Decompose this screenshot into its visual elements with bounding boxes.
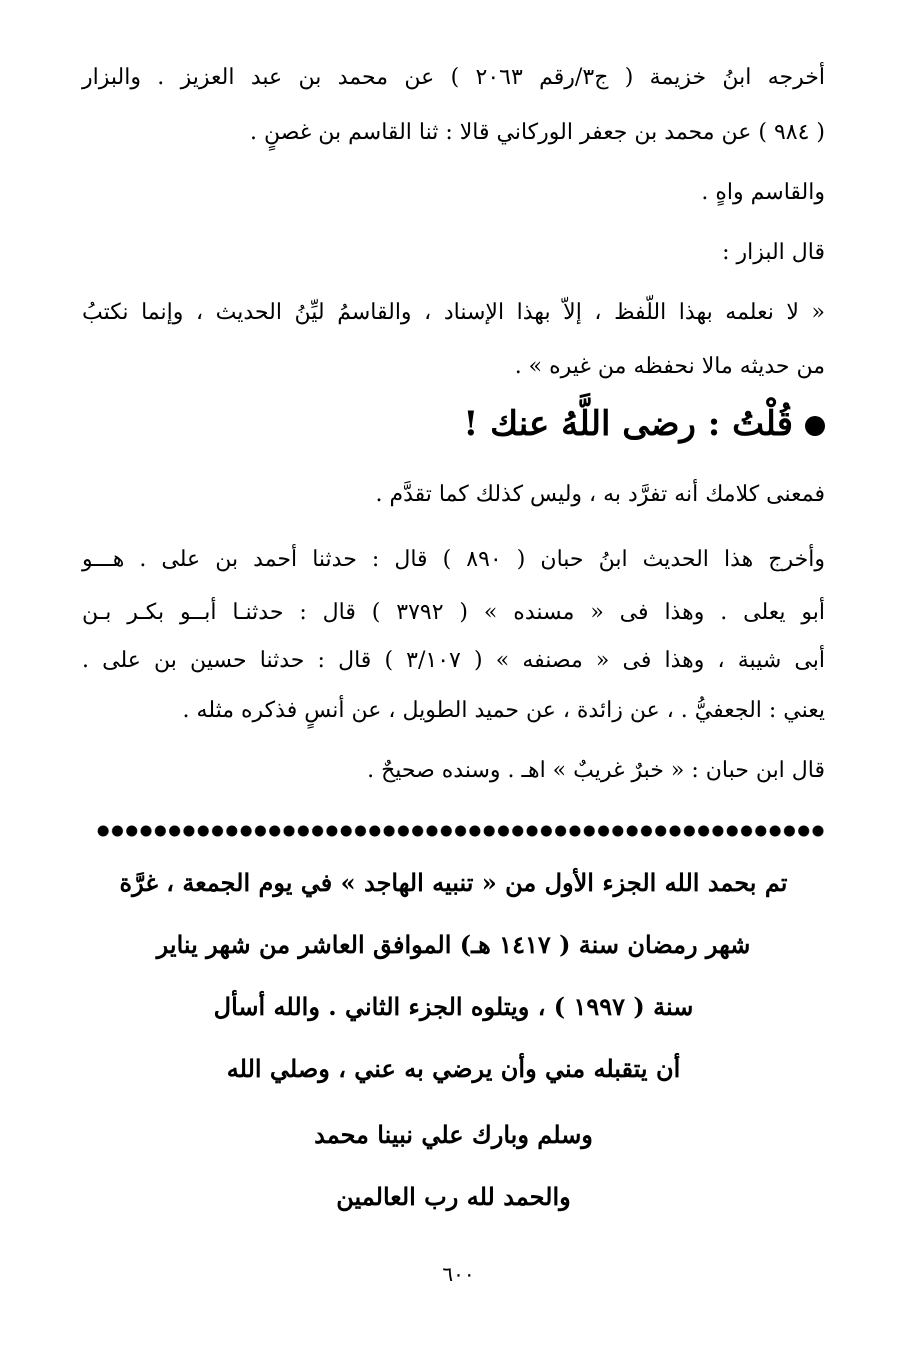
text-line: فمعنى كلامك أنه تفرَّد به ، وليس كذلك كما تقدَّم .: [375, 482, 825, 507]
bullet-icon: [805, 416, 825, 436]
section-heading: [82, 402, 825, 446]
dotted-separator: [96, 824, 825, 838]
text-line: أبى شيبة ، وهذا فى « مصنفه » ( ٣/١٠٧ ) قال : حدثنا حسين بن على .: [82, 648, 825, 673]
text-line: وأخرج هذا الحديث ابنُ حبان ( ٨٩٠ ) قال : حدثنا أحمد بن على . هـــو: [82, 547, 825, 572]
closing-line: شهر رمضان سنة ( ١٤١٧ هـ) الموافق العاشر من شهر يناير: [156, 930, 751, 959]
closing-line: تم بحمد الله الجزء الأول من « تنبيه الهاجد » في يوم الجمعة ، غرَّة: [119, 868, 788, 897]
closing-line: والحمد لله رب العالمين: [336, 1182, 571, 1211]
closing-line: أن يتقبله مني وأن يرضي به عني ، وصلي الله: [226, 1054, 681, 1083]
page-number: ٦٠٠: [442, 1262, 475, 1286]
text-line: أخرجه ابنُ خزيمة ( ج٣/رقم ٢٠٦٣ ) عن محمد بن عبد العزيز . والبزار: [82, 65, 826, 90]
text-line: ( ٩٨٤ ) عن محمد بن جعفر الوركاني قالا : ثنا القاسم بن غصنٍ .: [249, 120, 825, 145]
text-line: « لا نعلمه بهذا اللّفظ ، إلاّ بهذا الإسناد ، والقاسمُ ليِّنُ الحديث ، وإنما نكتبُ: [82, 300, 825, 325]
heading-text: قُلْتُ : رضى اللَّهُ عنك !: [463, 404, 793, 444]
closing-line: وسلم وبارك علي نبينا محمد: [314, 1120, 593, 1149]
text-line: قال البزار :: [722, 240, 825, 265]
text-line: قال ابن حبان : « خبرٌ غريبٌ » اهـ . وسنده صحيحٌ .: [367, 758, 825, 783]
closing-line: سنة ( ١٩٩٧ ) ، ويتلوه الجزء الثاني . والله أسأل: [213, 992, 694, 1021]
text-line: أبو يعلى . وهذا فى « مسنده » ( ٣٧٩٢ ) قال : حدثنـا أبــو بكـر بـن: [82, 600, 825, 625]
text-line: من حديثه مالا نحفظه من غيره » .: [514, 354, 825, 379]
text-line: والقاسم واهٍ .: [701, 180, 825, 205]
text-line: يعني : الجعفيُّ . ، عن زائدة ، عن حميد الطويل ، عن أنسٍ فذكره مثله .: [182, 698, 825, 723]
